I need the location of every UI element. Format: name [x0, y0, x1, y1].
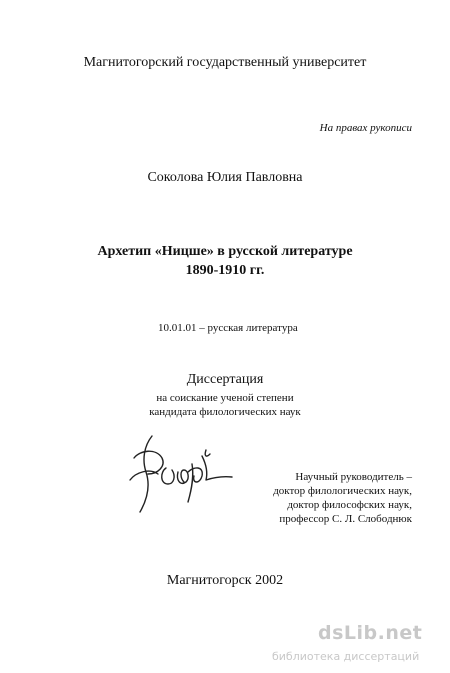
dissertation-title [0, 242, 450, 280]
handwritten-signature [122, 428, 242, 518]
supervisor-line-1: Научный руководитель – [295, 471, 412, 483]
title-line-2: 1890-1910 гг. [185, 263, 265, 278]
supervisor-block [273, 470, 412, 526]
supervisor-line-4: профессор С. Л. Слободнюк [279, 513, 412, 525]
dslib-watermark [268, 622, 444, 668]
watermark-logo: dsLib.net [318, 622, 423, 644]
dissertation-heading: Диссертация [186, 372, 264, 387]
degree-line-2: кандидата филологических наук [149, 406, 301, 418]
supervisor-line-3: доктор философских наук, [287, 499, 412, 511]
university-name: Магнитогорский государственный университет [83, 55, 367, 70]
author-name: Соколова Юлия Павловна [147, 170, 303, 185]
city-year: Магнитогорск 2002 [166, 573, 284, 588]
speciality-code: 10.01.01 – русская литература [158, 322, 298, 334]
title-line-1: Архетип «Ницше» в русской литературе [97, 244, 353, 259]
supervisor-line-2: доктор филологических наук, [273, 485, 412, 497]
manuscript-note: На правах рукописи [319, 122, 412, 134]
watermark-caption: библиотека диссертаций [272, 650, 420, 663]
degree-line-1: на соискание ученой степени [156, 392, 294, 404]
